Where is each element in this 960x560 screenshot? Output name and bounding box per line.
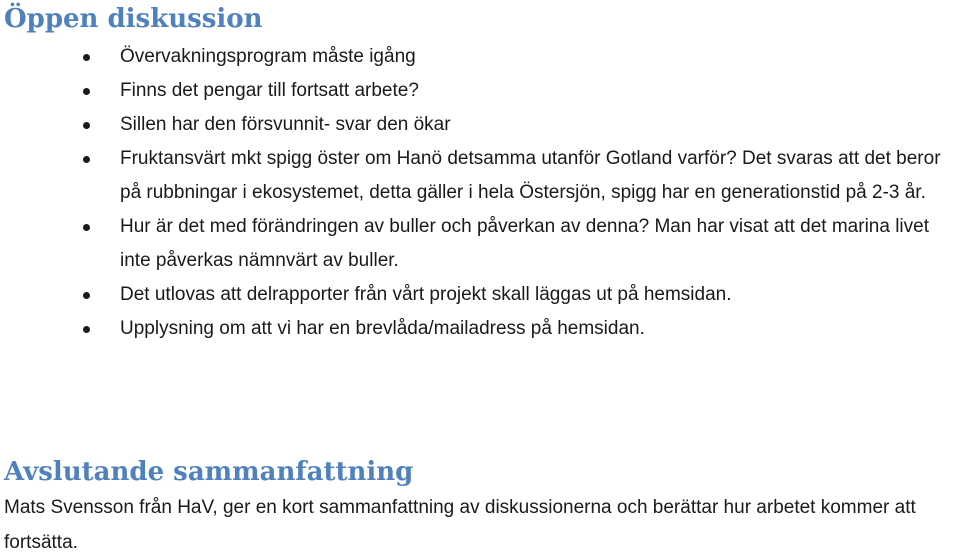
heading-summary: Avslutande sammanfattning [4, 457, 414, 487]
bullet-item [0, 142, 960, 210]
bullet-text: Det utlovas att delrapporter från vårt projekt skall läggas ut på hemsidan. [120, 284, 732, 305]
bullet-dot-icon [83, 156, 90, 163]
bullet-text: Upplysning om att vi har en brevlåda/mailadress på hemsidan. [120, 318, 645, 339]
bullet-item [0, 278, 960, 312]
bullet-dot-icon [83, 224, 90, 231]
discussion-bullet-list [0, 40, 960, 346]
heading-open-discussion: Öppen diskussion [4, 4, 263, 34]
bullet-dot-icon [83, 88, 90, 95]
bullet-dot-icon [83, 292, 90, 299]
bullet-item [0, 74, 960, 108]
bullet-text: Sillen har den försvunnit- svar den ökar [120, 114, 451, 135]
bullet-text: Fruktansvärt mkt spigg öster om Hanö detsamma utanför Gotland varför? Det svaras att det beror på rubbningar i ekosystemet, detta gäller i hela Östersjön, spigg har en generationstid på 2-3 år. [120, 148, 941, 203]
bullet-dot-icon [83, 54, 90, 61]
bullet-item [0, 40, 960, 74]
bullet-item [0, 210, 960, 278]
bullet-dot-icon [83, 326, 90, 333]
summary-paragraph: Mats Svensson från HaV, ger en kort sammanfattning av diskussionerna och berättar hur arbetet kommer att fortsätta. [4, 497, 916, 553]
bullet-dot-icon [83, 122, 90, 129]
bullet-item [0, 108, 960, 142]
bullet-text: Finns det pengar till fortsatt arbete? [120, 80, 419, 101]
bullet-item [0, 312, 960, 346]
bullet-text: Hur är det med förändringen av buller och påverkan av denna? Man har visat att det marina livet inte påverkas nämnvärt av buller. [120, 216, 930, 271]
bullet-text: Övervakningsprogram måste igång [120, 46, 416, 67]
